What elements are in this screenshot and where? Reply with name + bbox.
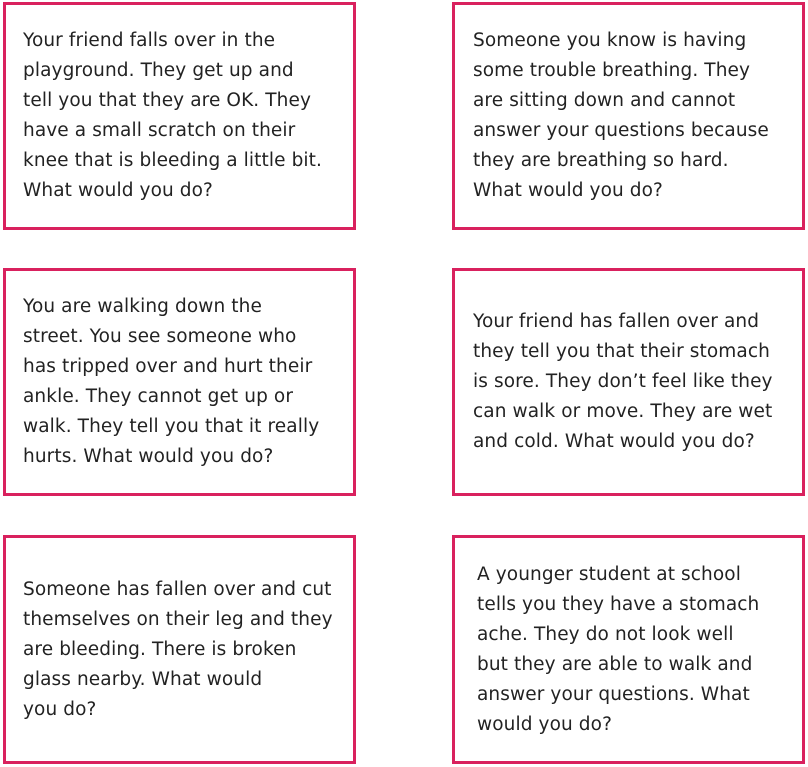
- scenario-card-sore-stomach: [452, 268, 805, 496]
- scenario-line: they are breathing so hard.: [473, 150, 729, 171]
- scenario-line: What would you do?: [473, 180, 663, 201]
- scenario-line: walk. They tell you that it really: [23, 416, 320, 437]
- scenario-line: some trouble breathing. They: [473, 60, 751, 81]
- scenario-line: ache. They do not look well: [477, 623, 734, 645]
- scenario-line: Your friend has fallen over and: [473, 311, 760, 332]
- scenario-text: [455, 560, 759, 740]
- scenario-text: [6, 575, 333, 725]
- scenario-line: but they are able to walk and: [477, 653, 753, 675]
- scenario-line: You are walking down the: [23, 296, 262, 317]
- scenario-line: Someone has fallen over and cut: [23, 578, 332, 600]
- scenario-line: tell you that they are OK. They: [23, 90, 312, 111]
- scenario-line: Someone you know is having: [473, 30, 747, 51]
- scenario-text: [6, 292, 319, 472]
- scenario-line: What would you do?: [23, 180, 213, 201]
- scenario-line: A younger student at school: [477, 563, 741, 585]
- scenario-line: glass nearby. What would: [23, 668, 263, 690]
- scenario-card-breathing-trouble: [452, 2, 805, 230]
- scenario-line: they tell you that their stomach: [473, 341, 770, 362]
- scenario-text: [6, 26, 322, 206]
- scenario-line: knee that is bleeding a little bit.: [23, 150, 322, 171]
- scenario-line: answer your questions because: [473, 120, 769, 141]
- scenario-line: has tripped over and hurt their: [23, 356, 313, 377]
- scenario-line: street. You see someone who: [23, 326, 297, 347]
- scenario-line: playground. They get up and: [23, 60, 294, 81]
- scenario-line: are sitting down and cannot: [473, 90, 736, 111]
- scenario-line: are bleeding. There is broken: [23, 638, 297, 660]
- scenario-line: themselves on their leg and they: [23, 608, 333, 630]
- scenario-line: and cold. What would you do?: [473, 431, 755, 452]
- scenario-line: can walk or move. They are wet: [473, 401, 773, 422]
- scenario-line: is sore. They don’t feel like they: [473, 371, 773, 392]
- scenario-card-hurt-ankle: [3, 268, 356, 496]
- scenario-text: [455, 307, 773, 457]
- scenario-line: ankle. They cannot get up or: [23, 386, 294, 407]
- scenario-card-cut-leg: [3, 535, 356, 764]
- scenario-line: have a small scratch on their: [23, 120, 296, 141]
- scenario-line: Your friend falls over in the: [23, 30, 276, 51]
- scenario-line: answer your questions. What: [477, 683, 750, 705]
- scenario-text: [455, 26, 769, 206]
- scenario-card-stomach-ache: [452, 535, 805, 764]
- scenario-card-friend-scratch: [3, 2, 356, 230]
- scenario-line: tells you they have a stomach: [477, 593, 760, 615]
- scenario-line: you do?: [23, 698, 97, 720]
- scenario-line: would you do?: [477, 713, 612, 735]
- scenario-line: hurts. What would you do?: [23, 446, 274, 467]
